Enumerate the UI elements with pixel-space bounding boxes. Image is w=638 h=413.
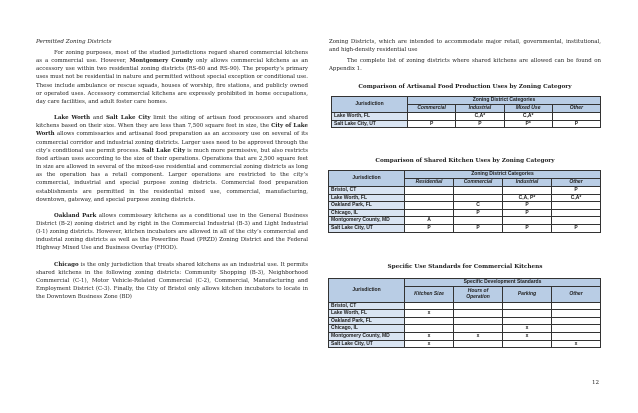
row-label: Montgomery County, MD	[329, 217, 405, 225]
jurisdiction-header: Jurisdiction	[332, 97, 408, 113]
row-label: Montgomery County, MD	[329, 332, 405, 340]
column-header: Parking	[503, 286, 552, 302]
table-use-standards	[328, 278, 601, 348]
row-label: Oakland Park, FL	[329, 202, 405, 210]
table-row	[332, 120, 601, 128]
table-cell: P	[503, 224, 552, 232]
paragraph-oakland-park: Oakland Park allows commissary kitchens as a conditional use in the General Business District (B-2) zoning district and by right in the Commercial Industrial (B-3) and Light Industrial (I-1) zoning districts. However, kitchen incubators are allowed in all of the city’s commercial and industrial zoning districts as well as the Powerline Road (PRZD) Zoning District and the Federal Highway Mixed Use and Business Overlay (FHOD).	[36, 212, 308, 252]
table-cell: P	[552, 224, 601, 232]
table-cell	[408, 113, 456, 121]
table-cell: P	[454, 224, 503, 232]
table-cell: C,A*	[456, 113, 504, 121]
paragraph-chicago: Chicago is the only jurisdiction that treats shared kitchens as an industrial use. It permits shared kitchens in the following zoning districts: Community Shopping (B-3), Neighborhood Commercial (C-1), Motor Vehicle-Related Commercial (C-2), Commercial, Manufacturing and Employment District (C-3). Finally, the City of Bristol only allows kitchen incubators to locate in the Downtown Business Zone (BD)	[36, 261, 308, 301]
table-row	[329, 317, 601, 325]
section-heading: Permitted Zoning Districts	[36, 39, 112, 45]
table-cell: P	[456, 120, 504, 128]
table-cell: C,A*	[552, 194, 601, 202]
table-cell: P*	[504, 120, 552, 128]
table-cell	[552, 325, 601, 333]
table-row	[329, 217, 601, 225]
table-cell: P	[503, 202, 552, 210]
column-header: Industrial	[503, 179, 552, 187]
table-cell	[503, 317, 552, 325]
table-row	[329, 194, 601, 202]
table-cell: x	[552, 340, 601, 348]
table-cell	[503, 302, 552, 310]
column-header: Other	[552, 105, 600, 113]
table-row	[329, 302, 601, 310]
table-cell	[454, 302, 503, 310]
table-cell	[454, 194, 503, 202]
table-cell: C	[454, 202, 503, 210]
table-cell	[454, 217, 503, 225]
row-label: Salt Lake City, UT	[332, 120, 408, 128]
table-row	[329, 340, 601, 348]
row-label: Oakland Park, FL	[329, 317, 405, 325]
column-header: Industrial	[456, 105, 504, 113]
table-cell: x	[405, 340, 454, 348]
group-header: Specific Development Standards	[405, 279, 601, 287]
table-cell	[405, 317, 454, 325]
row-label: Chicago, IL	[329, 209, 405, 217]
table-cell: P	[552, 187, 601, 195]
table-cell	[405, 187, 454, 195]
row-label: Lake Worth, FL	[329, 194, 405, 202]
table-cell: x	[405, 310, 454, 318]
table1-title: Comparison of Artisanal Food Production Uses by Zoning Category	[358, 84, 572, 90]
table-cell	[405, 194, 454, 202]
table-row	[329, 325, 601, 333]
column-header: Other	[552, 286, 601, 302]
column-header: Commercial	[454, 179, 503, 187]
row-label: Bristol, CT	[329, 302, 405, 310]
column-header: Mixed Use	[504, 105, 552, 113]
table-cell: x	[454, 332, 503, 340]
column-header: Commercial	[408, 105, 456, 113]
left-column	[36, 38, 308, 301]
jurisdiction-header: Jurisdiction	[329, 279, 405, 303]
table-cell: x	[503, 332, 552, 340]
table-cell: C,A, P*	[503, 194, 552, 202]
table-shared-kitchen	[328, 170, 601, 233]
table-cell	[405, 325, 454, 333]
table-artisanal-food	[331, 96, 601, 128]
table-cell	[405, 302, 454, 310]
table-cell	[454, 310, 503, 318]
group-header: Zoning District Categories	[408, 97, 601, 105]
table-cell	[552, 202, 601, 210]
table-row	[329, 224, 601, 232]
jurisdiction-header: Jurisdiction	[329, 171, 405, 187]
table-row	[329, 310, 601, 318]
table3-title: Specific Use Standards for Commercial Kitchens	[387, 264, 543, 270]
table-cell	[454, 325, 503, 333]
column-header: Hours of Operation	[454, 286, 503, 302]
table-cell: C,A*	[504, 113, 552, 121]
table-cell	[454, 340, 503, 348]
table-cell: P	[405, 224, 454, 232]
table-cell	[552, 302, 601, 310]
table-cell	[503, 187, 552, 195]
column-header: Kitchen Size	[405, 286, 454, 302]
paragraph-lake-worth-salt-lake: Lake Worth and Salt Lake City limit the siting of artisan food processors and shared kitchens based on their size. When they are less than 7,500 square feet in size, the City of Lake Worth allows commissaries and artisanal food preparation as an accessory use on several of its commercial corridor and industrial zoning districts. Larger uses need to be approved through the city’s conditional use permit process. Salt Lake City is much more permissive, but also restricts food artisan uses according to the size of their operations. Operations that are 2,500 square feet in size are allowed in several of the mixed-use residential and commercial zoning districts as long as the operation has a retail component. Larger operations are restricted to the city’s commercial, industrial and special purpose zoning districts. Commercial food preparation establishments are permitted in the residential mixed use, commercial, manufacturing, downtown, gateway, and special purpose zoning districts.	[36, 115, 308, 203]
table-row	[329, 187, 601, 195]
table-cell	[552, 217, 601, 225]
column-header: Other	[552, 179, 601, 187]
row-label: Bristol, CT	[329, 187, 405, 195]
row-label: Lake Worth, FL	[329, 310, 405, 318]
row-label: Lake Worth, FL	[332, 113, 408, 121]
page-number: 12	[592, 380, 600, 386]
table-cell	[552, 317, 601, 325]
table-row	[329, 209, 601, 217]
paragraph-zoning-continued: Zoning Districts, which are intended to accommodate major retail, governmental, institutional, and high-density residential use	[329, 39, 601, 54]
paragraph-montgomery: For zoning purposes, most of the studied jurisdictions regard shared commercial kitchens as a commercial use. However, Montgomery County only allows commercial kitchens as an accessory use within two residential zoning districts (RS-60 and RS-90). The property’s primary uses must not be residential in nature and permitted without special exception or conditional use. These include ambulance or rescue squads, houses of worship, fire stations, and publicly owned or operated uses. Accessory commercial kitchens are expressly prohibited in home occupations, day care facilities, and adult foster care homes.	[36, 50, 309, 105]
table-cell: P	[454, 209, 503, 217]
row-label: Chicago, IL	[329, 325, 405, 333]
table-cell	[552, 113, 600, 121]
row-label: Salt Lake City, UT	[329, 224, 405, 232]
table-cell	[405, 202, 454, 210]
table-row	[329, 332, 601, 340]
table-cell: P	[503, 209, 552, 217]
table-cell	[503, 340, 552, 348]
table-cell: A	[405, 217, 454, 225]
table-cell: P	[408, 120, 456, 128]
right-column	[329, 38, 601, 74]
paragraph-appendix: The complete list of zoning districts where shared kitchens are allowed can be found on Appendix 1.	[329, 58, 601, 73]
table-cell	[503, 310, 552, 318]
row-label: Salt Lake City, UT	[329, 340, 405, 348]
table-cell	[552, 310, 601, 318]
table-row	[329, 202, 601, 210]
table-cell	[454, 187, 503, 195]
table-cell	[552, 209, 601, 217]
group-header: Zoning District Categories	[405, 171, 601, 179]
table-cell	[552, 332, 601, 340]
column-header: Residential	[405, 179, 454, 187]
table-row	[332, 113, 601, 121]
table-cell	[405, 209, 454, 217]
table2-title: Comparison of Shared Kitchen Uses by Zoning Category	[375, 158, 555, 164]
table-cell: x	[503, 325, 552, 333]
table-cell: P	[552, 120, 600, 128]
table-cell	[454, 317, 503, 325]
table-cell	[503, 217, 552, 225]
table-cell: x	[405, 332, 454, 340]
